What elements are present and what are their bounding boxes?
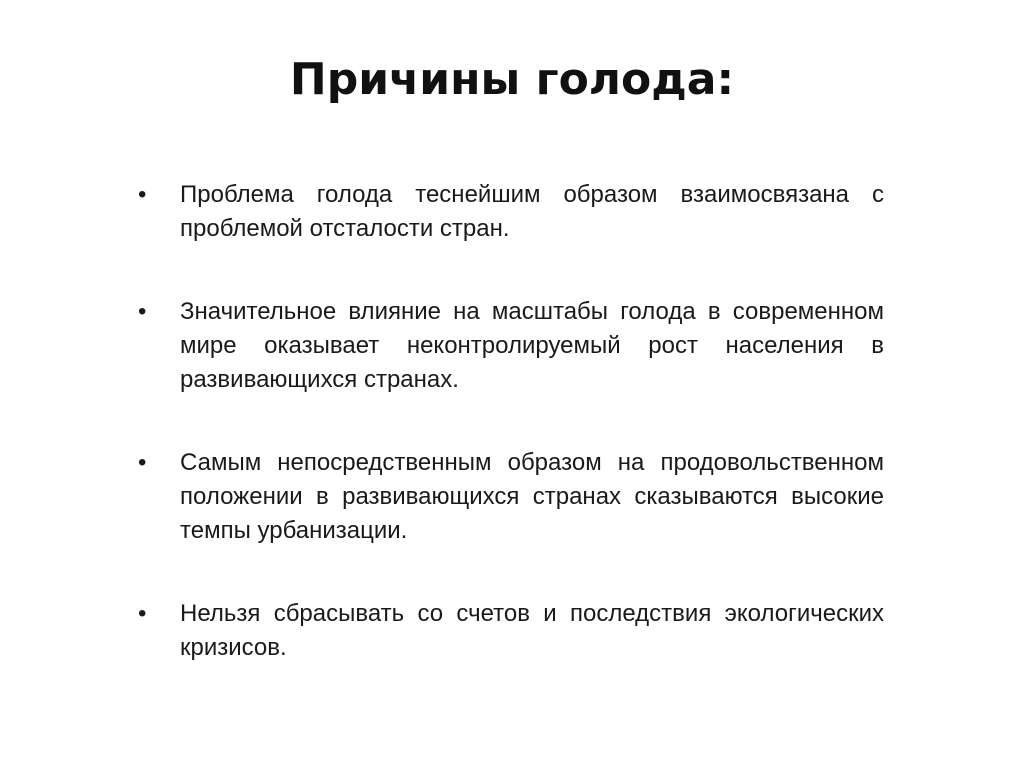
bullet-dot-icon: • bbox=[138, 449, 147, 476]
bullet-list bbox=[138, 178, 884, 665]
bullet-item-2 bbox=[138, 295, 884, 397]
bullet-text: Самым непосредственным образом на продовольственном положении в развивающихся странах сказываются высокие темпы урбанизации. bbox=[180, 449, 884, 544]
bullet-text: Проблема голода теснейшим образом взаимосвязана с проблемой отсталости стран. bbox=[180, 181, 884, 242]
bullet-dot-icon: • bbox=[138, 181, 147, 208]
slide-title: Причины голода: bbox=[289, 54, 735, 105]
bullet-dot-icon: • bbox=[138, 600, 147, 627]
bullet-text: Значительное влияние на масштабы голода в современном мире оказывает неконтролируемый рост населения в развивающихся странах. bbox=[180, 298, 884, 393]
bullet-item-1 bbox=[138, 178, 884, 246]
bullet-item-3 bbox=[138, 446, 884, 548]
bullet-item-4 bbox=[138, 597, 884, 665]
bullet-dot-icon: • bbox=[138, 298, 147, 325]
bullet-text: Нельзя сбрасывать со счетов и последствия экологических кризисов. bbox=[180, 600, 884, 661]
